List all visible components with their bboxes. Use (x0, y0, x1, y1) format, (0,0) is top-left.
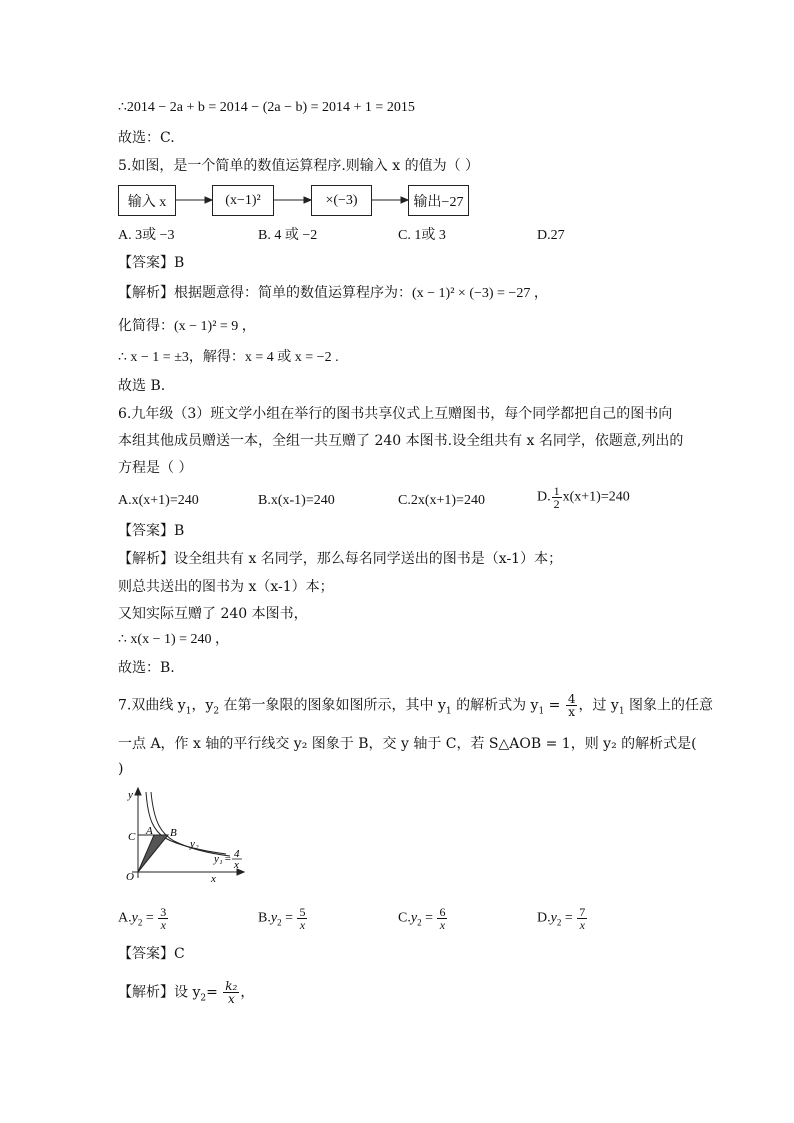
question-7-line-2: 一点 A，作 x 轴的平行线交 y₂ 图象于 B，交 y 轴于 C，若 S△AOB = 1，则 y₂ 的解析式是( (118, 736, 697, 752)
option-7c-y: y (410, 910, 418, 926)
option-7d-y: y (550, 910, 557, 926)
explanation-6-line-1: 【解析】设全组共有 x 名同学，那么每名同学送出的图书是（x-1）本； (118, 551, 563, 567)
option-7c-eq: = (421, 910, 437, 926)
explanation-5-line-2: 化简得：(x − 1)² = 9 ， (118, 319, 256, 334)
option-7d-denominator: x (579, 918, 585, 932)
option-5a: A. 3或 −3 (118, 228, 175, 243)
explanation-5-line-1 (118, 284, 548, 303)
answer-7: 【答案】C (118, 946, 185, 962)
option-7d (537, 906, 588, 932)
option-7a (118, 906, 169, 932)
flow-arrows (0, 0, 794, 260)
question-7-line-1 (118, 693, 713, 720)
option-6b: B.x(x-1)=240 (258, 493, 335, 508)
subscript-1b: 1 (445, 706, 452, 717)
flow-box-square: (x−1)² (212, 185, 274, 216)
explanation-7-numerator: k₂ (225, 979, 238, 993)
figure-label-y1: y₁ (214, 853, 223, 865)
figure-label-x: x (211, 873, 216, 885)
figure-label-c: C (128, 831, 136, 843)
option-7b-sub: 2 (277, 917, 282, 928)
question-5: 5.如图，是一个简单的数值运算程序.则输入 x 的值为（ ） (118, 158, 480, 174)
figure-label-eq: = (224, 853, 232, 865)
subscript-1: 1 (185, 706, 192, 717)
option-6d-label: D. (537, 489, 551, 505)
option-7c-numerator: 6 (439, 905, 446, 919)
figure-label-y1-num: 4 (234, 848, 240, 860)
figure-label-y1-den: x (234, 859, 239, 871)
figure-label-y: y (128, 789, 133, 801)
question-6-line-1: 6.九年级（3）班文学小组在举行的图书共享仪式上互赠图书，每个同学都把自己的图书向 (118, 406, 673, 422)
option-5b: B. 4 或 −2 (258, 228, 318, 243)
question-7-text-a: 7.双曲线 y (118, 697, 186, 714)
question-7-fraction (566, 693, 578, 718)
option-5d: D.27 (537, 228, 565, 243)
option-7b-numerator: 5 (299, 905, 306, 919)
explanation-7-eq: = (206, 984, 223, 1001)
explanation-7 (118, 980, 254, 1007)
explanation-6-line-2: 则总共送出的图书为 x（x-1）本； (118, 579, 334, 595)
question-7-line-3: ) (118, 761, 124, 777)
question-7-text-d: 的解析式为 y (451, 697, 539, 714)
option-7d-fraction (577, 906, 587, 931)
question-7-eq: = (544, 697, 565, 714)
flow-box-input: 输入 x (118, 185, 176, 216)
explanation-6-line-4: ∴ x(x − 1) = 240 ， (118, 632, 230, 647)
explanation-7-fraction (223, 980, 239, 1005)
y-axis-arrow (135, 788, 141, 795)
question-7-text-e: ，过 y (578, 697, 619, 714)
subscript-2: 2 (213, 706, 220, 717)
option-7c-sub: 2 (417, 917, 422, 928)
option-7a-sub: 2 (137, 917, 143, 928)
explanation-5-line-3: ∴ x − 1 = ±3，解得：x = 4 或 x = −2 . (118, 350, 339, 365)
explanation-6-line-5: 故选：B. (118, 660, 175, 676)
subscript-1c: 1 (538, 706, 545, 717)
option-6a: A.x(x+1)=240 (118, 493, 199, 508)
figure-label-y2: y₂ (190, 838, 199, 850)
option-6d-denominator: 2 (553, 497, 560, 511)
option-7a-numerator: 3 (160, 905, 167, 919)
option-7b-fraction (297, 906, 307, 931)
figure-label-origin: O (126, 871, 134, 883)
option-7d-label: D. (537, 910, 551, 926)
choice-line-1: 故选：C. (118, 130, 175, 146)
option-7a-fraction (158, 906, 168, 931)
figure-label-b: B (170, 827, 177, 839)
triangle-aob (138, 835, 168, 872)
explanation-5-prefix: 【解析】根据题意得：简单的数值运算程序为： (118, 285, 412, 301)
option-7d-eq: = (561, 910, 577, 926)
question-6-line-2: 本组其他成员赠送一本，全组一共互赠了 240 本图书.设全组共有 x 名同学，依题意,列出的 (118, 433, 684, 449)
flow-box-output: 输出−27 (408, 185, 469, 216)
explanation-7-sub: 2 (200, 993, 207, 1004)
subscript-1d: 1 (618, 706, 625, 717)
option-7b (258, 906, 308, 932)
question-7-denominator: x (568, 705, 576, 719)
explanation-5-line-4: 故选 B. (118, 378, 166, 394)
option-7a-denominator: x (160, 918, 166, 932)
option-7d-sub: 2 (556, 917, 562, 928)
explanation-6-line-3: 又知实际互赠了 240 本图书， (118, 606, 308, 622)
option-7a-label: A. (118, 910, 132, 926)
figure-label-a: A (146, 825, 153, 837)
option-6c: C.2x(x+1)=240 (398, 493, 485, 508)
solution-line-1: ∴2014 − 2a + b = 2014 − (2a − b) = 2014 + 1 = 2015 (118, 100, 415, 115)
answer-5: 【答案】B (118, 255, 185, 271)
option-7a-eq: = (142, 910, 158, 926)
option-7c-label: C. (398, 910, 411, 926)
question-7-numerator: 4 (567, 692, 576, 706)
option-6d-equation: x(x+1)=240 (562, 489, 630, 505)
flow-box-multiply: ×(−3) (311, 185, 372, 216)
question-7-text-c: 在第一象限的图象如图所示，其中 y (219, 697, 446, 714)
explanation-7-prefix: 【解析】设 y (118, 984, 201, 1001)
option-7a-y: y (131, 910, 138, 926)
explanation-7-denominator: x (227, 992, 235, 1006)
option-6d-fraction (552, 485, 562, 510)
question-7-text-b: ，y (191, 697, 214, 714)
explanation-5-expression: (x − 1)² × (−3) = −27 ， (412, 286, 548, 301)
option-7c-denominator: x (439, 918, 446, 932)
option-7b-label: B. (258, 910, 271, 926)
option-5c: C. 1或 3 (398, 228, 446, 243)
option-6d (537, 485, 630, 510)
option-7c (398, 906, 448, 932)
option-7d-numerator: 7 (579, 905, 586, 919)
question-7-text-f: 图象上的任意 (624, 697, 714, 714)
option-7b-eq: = (281, 910, 297, 926)
option-7c-fraction (437, 906, 447, 931)
explanation-7-comma: ， (240, 984, 255, 1001)
option-7b-y: y (270, 910, 278, 926)
option-7b-denominator: x (299, 918, 306, 932)
answer-6: 【答案】B (118, 523, 185, 539)
option-6d-numerator: 1 (553, 484, 560, 498)
question-6-line-3: 方程是（ ） (118, 460, 193, 476)
hyperbola-figure (118, 784, 258, 890)
